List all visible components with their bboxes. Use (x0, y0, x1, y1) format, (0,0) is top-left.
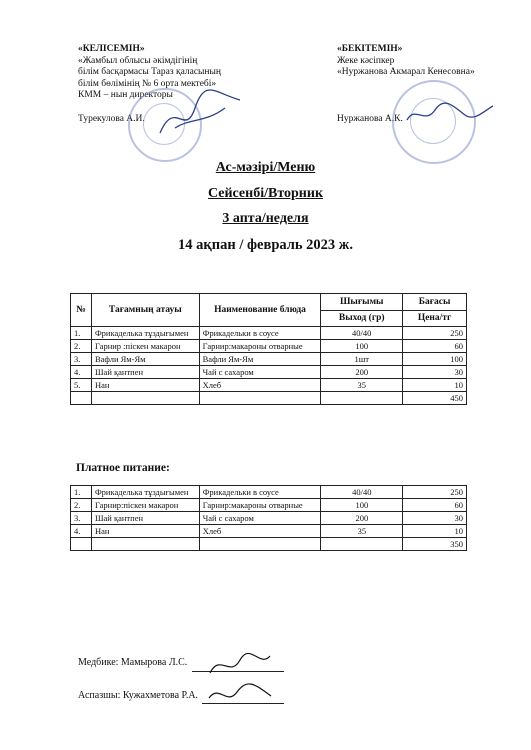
dish-name-ru: Фрикадельки в соусе (199, 486, 321, 499)
dish-yield: 35 (321, 379, 403, 392)
dish-name-ru: Вафли Ям-Ям (199, 353, 321, 366)
left-approval-line2: білім басқармасы Тараз қаласының (78, 67, 221, 77)
right-approval-block (337, 44, 527, 79)
table-row (71, 379, 467, 392)
paid-table (70, 485, 467, 551)
nurse-signature (205, 648, 275, 680)
dish-name-ru: Чай с сахаром (199, 512, 321, 525)
dish-name-kz: Нан (91, 379, 199, 392)
table-row (71, 499, 467, 512)
total-row (71, 538, 467, 551)
dish-price: 30 (403, 512, 467, 525)
dish-yield: 40/40 (321, 327, 403, 340)
dish-name-ru: Хлеб (199, 525, 321, 538)
nurse-signature-line (78, 657, 187, 668)
left-approval-line4: КММ – нын директоры (78, 90, 173, 100)
total-row (71, 392, 467, 405)
row-num: 4. (71, 525, 92, 538)
dish-name-kz: Гарнир:піскен макарон (91, 499, 199, 512)
dish-name-kz: Шай қантпен (91, 366, 199, 379)
dish-name-kz: Гарнир :піскен макарон (91, 340, 199, 353)
total-price: 450 (403, 392, 467, 405)
nurse-name: Медбике: Мамырова Л.С. (78, 657, 188, 668)
table-row (71, 366, 467, 379)
row-num: 2. (71, 499, 92, 512)
col-header-price-kz: Бағасы (403, 294, 467, 311)
dish-name-ru: Гарнир:макароны отварные (199, 499, 321, 512)
dish-price: 60 (403, 499, 467, 512)
total-price: 350 (403, 538, 467, 551)
left-signature (155, 88, 245, 148)
dish-name-ru: Чай с сахаром (199, 366, 321, 379)
row-num: 1. (71, 486, 92, 499)
right-signature (405, 100, 495, 130)
row-num: 3. (71, 512, 92, 525)
dish-yield: 200 (321, 366, 403, 379)
table-row (71, 327, 467, 340)
col-header-num: № (71, 294, 92, 327)
table-row (71, 486, 467, 499)
paid-label: Платное питание: (76, 462, 170, 474)
dish-name-ru: Гарнир:макароны отварные (199, 340, 321, 353)
right-approval-line1: Жеке кәсіпкер (337, 55, 395, 66)
col-header-price-ru: Цена/тг (403, 310, 467, 327)
right-approval-line2: «Нуржанова Акмарал Кенесовна» (337, 67, 475, 77)
table-row (71, 353, 467, 366)
row-num: 3. (71, 353, 92, 366)
dish-yield: 40/40 (321, 486, 403, 499)
dish-name-ru: Фрикадельки в соусе (199, 327, 321, 340)
dish-name-kz: Фрикаделька тұздығымен (91, 327, 199, 340)
date-title: 14 ақпан / февраль 2023 ж. (178, 237, 353, 253)
cook-name: Аспазшы: Кужахметова Р.А. (78, 690, 199, 701)
left-approval-title: «КЕЛІСЕМІН» (78, 44, 145, 54)
dish-price: 250 (403, 327, 467, 340)
dish-price: 10 (403, 379, 467, 392)
dish-name-ru: Хлеб (199, 379, 321, 392)
right-approval-title: «БЕКІТЕМІН» (337, 44, 403, 54)
col-header-yield-ru: Выход (гр) (321, 310, 403, 327)
col-header-name-ru: Наименование блюда (199, 294, 321, 327)
day-title: Сейсенбі/Вторник (207, 186, 324, 201)
cook-signature (205, 678, 275, 708)
table-row (71, 525, 467, 538)
dish-name-kz: Нан (91, 525, 199, 538)
row-num: 1. (71, 327, 92, 340)
row-num: 4. (71, 366, 92, 379)
dish-yield: 200 (321, 512, 403, 525)
menu-title: Ас-мәзірі/Меню (215, 160, 316, 175)
dish-yield: 100 (321, 340, 403, 353)
table-row (71, 340, 467, 353)
col-header-name-kz: Тағамның атауы (91, 294, 199, 327)
dish-price: 10 (403, 525, 467, 538)
dish-price: 30 (403, 366, 467, 379)
left-approval-line1: «Жамбыл облысы әкімдігінің (78, 55, 198, 66)
dish-name-kz: Шай қантпен (91, 512, 199, 525)
menu-table (70, 293, 467, 405)
dish-name-kz: Фрикаделька тұздығымен (91, 486, 199, 499)
dish-price: 60 (403, 340, 467, 353)
dish-yield: 1шт (321, 353, 403, 366)
dish-price: 100 (403, 353, 467, 366)
row-num: 2. (71, 340, 92, 353)
week-title: 3 апта/неделя (222, 211, 309, 226)
left-signer-name: Турекулова А.И. (78, 114, 145, 124)
dish-yield: 35 (321, 525, 403, 538)
cook-signature-line (78, 690, 198, 701)
row-num: 5. (71, 379, 92, 392)
table-row (71, 512, 467, 525)
left-approval-line3: білім бөлімінің № 6 орта мектебі» (78, 78, 217, 89)
dish-yield: 100 (321, 499, 403, 512)
col-header-yield-kz: Шығымы (321, 294, 403, 311)
dish-name-kz: Вафли Ям-Ям (91, 353, 199, 366)
right-signer-name: Нуржанова А.К. (337, 114, 403, 124)
dish-price: 250 (403, 486, 467, 499)
